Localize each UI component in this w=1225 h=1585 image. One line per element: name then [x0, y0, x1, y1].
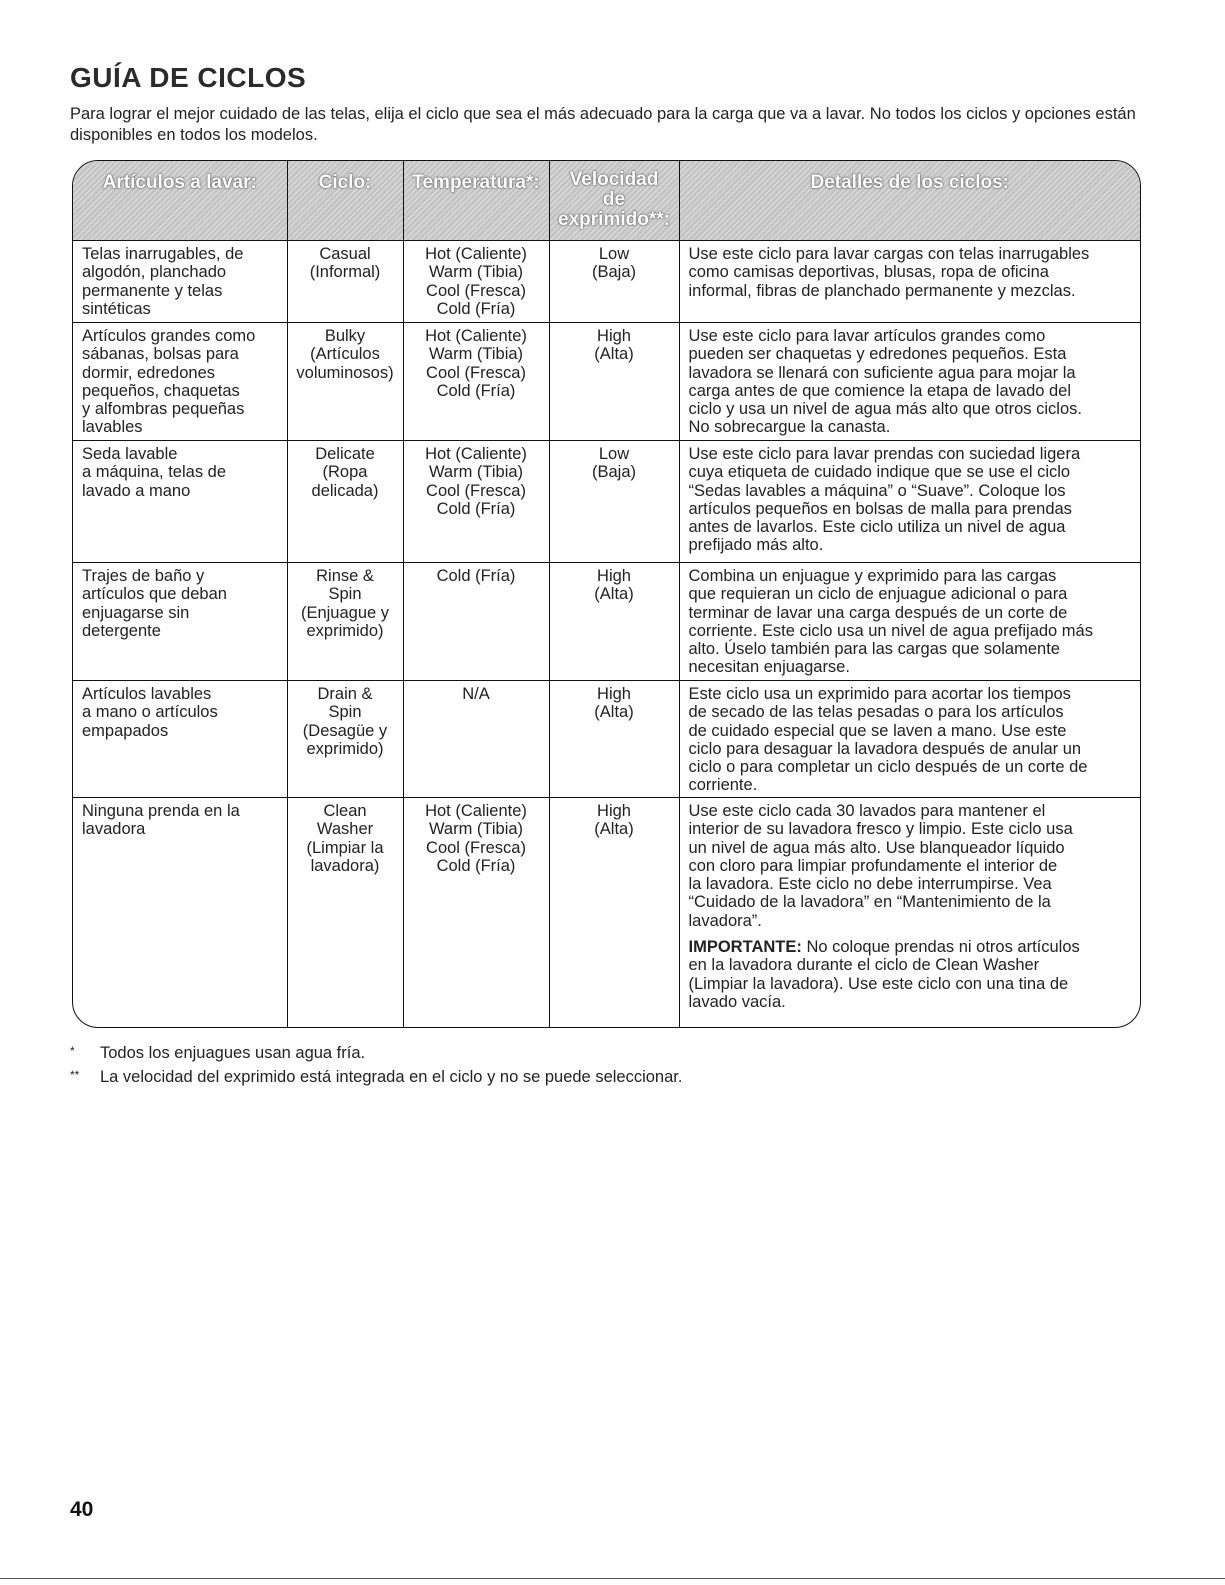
- footnote-text: La velocidad del exprimido está integrada en el ciclo y no se puede seleccionar.: [100, 1068, 683, 1086]
- cell-articles: Trajes de baño y artículos que deban enjuagarse sin detergente: [73, 563, 287, 681]
- cell-spin-speed: High (Alta): [549, 563, 679, 681]
- cell-temperature: Hot (Caliente) Warm (Tibia) Cool (Fresca) Cold (Fría): [403, 798, 549, 1028]
- cell-articles: Telas inarrugables, de algodón, planchado permanente y telas sintéticas: [73, 241, 287, 323]
- table-row: [73, 798, 1140, 1028]
- cell-spin-speed: High (Alta): [549, 798, 679, 1028]
- cell-cycle: Rinse & Spin (Enjuague y exprimido): [287, 563, 403, 681]
- cell-articles: Seda lavable a máquina, telas de lavado a mano: [73, 441, 287, 563]
- important-note: [689, 938, 1132, 1011]
- cycle-guide-table: [72, 160, 1141, 1028]
- cell-articles: Artículos lavables a mano o artículos empapados: [73, 681, 287, 798]
- cell-details: Use este ciclo para lavar cargas con telas inarrugables como camisas deportivas, blusas, ropa de oficina informal, fibras de planchado permanente y mezclas.: [679, 241, 1140, 323]
- cell-spin-speed: High (Alta): [549, 323, 679, 441]
- header-temperature: Temperatura*:: [403, 161, 549, 241]
- cell-cycle: Delicate (Ropa delicada): [287, 441, 403, 563]
- header-cycle-details: Detalles de los ciclos:: [679, 161, 1140, 241]
- cell-cycle: Drain & Spin (Desagüe y exprimido): [287, 681, 403, 798]
- cell-articles: Ninguna prenda en la lavadora: [73, 798, 287, 1028]
- cell-cycle: Clean Washer (Limpiar la lavadora): [287, 798, 403, 1028]
- table-row: [73, 241, 1140, 323]
- cell-cycle: Bulky (Artículos voluminosos): [287, 323, 403, 441]
- table-row: [73, 441, 1140, 563]
- intro-paragraph: Para lograr el mejor cuidado de las telas, elija el ciclo que sea el más adecuado para la carga que va a lavar. No todos los ciclos y opciones están disponibles en todos los modelos.: [70, 105, 1136, 144]
- cell-temperature: Hot (Caliente) Warm (Tibia) Cool (Fresca) Cold (Fría): [403, 241, 549, 323]
- cell-spin-speed: High (Alta): [549, 681, 679, 798]
- header-articles: Artículos a lavar:: [73, 161, 287, 241]
- cell-details: Use este ciclo para lavar artículos grandes como pueden ser chaquetas y edredones pequeños. Esta lavadora se llenará con suficiente agua para mojar la carga antes de que comience la etapa de lavado del ciclo y usa un nivel de agua más alto que otros ciclos. No sobrecargue la canasta.: [679, 323, 1140, 441]
- cell-cycle: Casual (Informal): [287, 241, 403, 323]
- cell-details: Combina un enjuague y exprimido para las cargas que requieran un ciclo de enjuague adicional o para terminar de lavar una carga después de un corte de corriente. Este ciclo usa un nivel de agua prefijado más alto. Úselo también para las cargas que solamente necesitan enjuagarse.: [679, 563, 1140, 681]
- table-row: [73, 323, 1140, 441]
- header-cycle: Ciclo:: [287, 161, 403, 241]
- page-title: GUÍA DE CICLOS: [70, 62, 307, 93]
- cell-details: Use este ciclo para lavar prendas con suciedad ligera cuya etiqueta de cuidado indique que se use el ciclo “Sedas lavables a máquina” o “Suave”. Coloque los artículos pequeños en bolsas de malla para prendas antes de lavarlos. Este ciclo utiliza un nivel de agua prefijado más alto.: [679, 441, 1140, 563]
- table-row: [73, 563, 1140, 681]
- cell-details: Use este ciclo cada 30 lavados para mantener el interior de su lavadora fresco y limpio. Este ciclo usa un nivel de agua más alto. Use blanqueador líquido con cloro para limpiar profundamente el interior de la lavadora. Este ciclo no debe interrumpirse. Vea “Cuidado de la lavadora” en “Mantenimiento de la lavadora”. IMPORTANTE: No coloque prendas ni otros artículos en la lavadora durante el ciclo de Clean Washer (Limpiar la lavadora). Use este ciclo con una tina de lavado vacía.: [679, 798, 1140, 1028]
- header-spin-speed: Velocidad de exprimido**:: [549, 161, 679, 241]
- footnote-mark: *: [70, 1044, 75, 1058]
- cell-temperature: Cold (Fría): [403, 563, 549, 681]
- page-number: 40: [70, 1498, 94, 1521]
- important-text: No coloque prendas ni otros artículos en la lavadora durante el ciclo de Clean Washer (Limpiar la lavadora). Use este ciclo con una tina de lavado vacía.: [688, 938, 1080, 1011]
- footnote-text: Todos los enjuagues usan agua fría.: [100, 1044, 366, 1062]
- footnote-mark: **: [70, 1068, 80, 1082]
- cell-spin-speed: Low (Baja): [549, 241, 679, 323]
- bottom-divider: [0, 1578, 1225, 1579]
- cell-spin-speed: Low (Baja): [549, 441, 679, 563]
- cell-articles: Artículos grandes como sábanas, bolsas para dormir, edredones pequeños, chaquetas y alfombras pequeñas lavables: [73, 323, 287, 441]
- cell-details: Este ciclo usa un exprimido para acortar los tiempos de secado de las telas pesadas o para los artículos de cuidado especial que se laven a mano. Use este ciclo para desaguar la lavadora después de anular un ciclo o para completar un ciclo después de un corte de corriente.: [679, 681, 1140, 798]
- cell-temperature: N/A: [403, 681, 549, 798]
- cell-temperature: Hot (Caliente) Warm (Tibia) Cool (Fresca) Cold (Fría): [403, 441, 549, 563]
- cell-temperature: Hot (Caliente) Warm (Tibia) Cool (Fresca) Cold (Fría): [403, 323, 549, 441]
- table-row: [73, 681, 1140, 798]
- important-label: IMPORTANTE:: [688, 938, 802, 957]
- table-header-row: [73, 161, 1140, 241]
